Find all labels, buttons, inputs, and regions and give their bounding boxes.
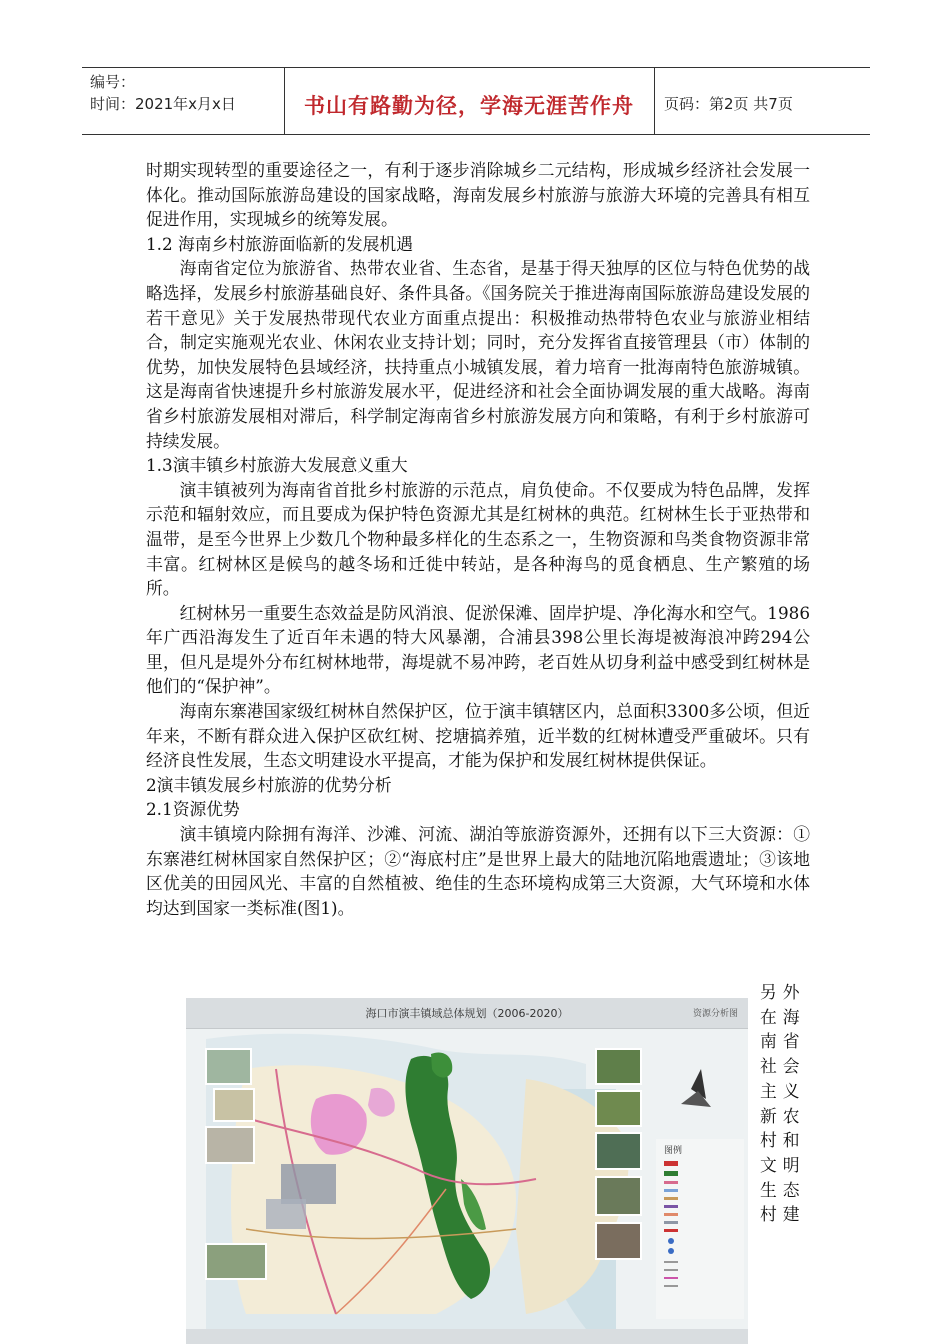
paragraph: 演丰镇被列为海南省首批乡村旅游的示范点，肩负使命。不仅要成为特色品牌，发挥示范和辐射效应，而且要成为保护特色资源尤其是红树林的典范。红树林生长于亚热带和温带，是至今世界上少数几个物种最多样化的生态系之一，生物资源和鸟类食物资源非常丰富。红树林区是候鸟的越冬场和迁徙中转站，是各种海鸟的觅食栖息、生产繁殖的场所。	[146, 479, 810, 599]
section-heading: 1.2 海南乡村旅游面临新的发展机遇	[146, 233, 413, 254]
page-number: 页码：第2页 共7页	[664, 95, 793, 113]
document-body	[146, 158, 810, 920]
section-heading: 2.1资源优势	[146, 799, 240, 820]
figure-subtitle: 资源分析图	[692, 1009, 738, 1019]
header-bottom-rule	[82, 134, 870, 135]
header-meta	[90, 71, 236, 115]
paragraph: 海南东寨港国家级红树林自然保护区，位于演丰镇辖区内，总面积3300多公顷，但近年来，不断有群众进入保护区砍红树、挖塘搞养殖，近半数的红树林遭受严重破坏。只有经济良性发展，生态文明建设水平提高，才能为保护和发展红树林提供保证。	[146, 701, 810, 771]
serial-label: 编号：	[90, 73, 136, 91]
figure-bottom-bar	[186, 1329, 748, 1344]
paragraph: 海南省定位为旅游省、热带农业省、生态省，是基于得天独厚的区位与特色优势的战略选择，发展乡村旅游基础良好、条件具备。《国务院关于推进海南国际旅游岛建设发展的若干意见》关于发展热带现代农业方面重点提出：积极推动热带特色农业与旅游业相结合，制定实施观光农业、休闲农业支持计划；同时，充分发挥省直接管理县（市）体制的优势，加快发展特色县域经济，扶持重点小城镇发展，着力培育一批海南特色旅游城镇。这是海南省快速提升乡村旅游发展水平，促进经济和社会全面协调发展的重大战略。海南省乡村旅游发展相对滞后，科学制定海南省乡村旅游发展方向和策略，有利于乡村旅游可持续发展。	[146, 258, 810, 451]
planning-map-figure	[186, 998, 748, 1344]
resource-map	[186, 1029, 748, 1329]
header-motto: 书山有路勤为径，学海无涯苦作舟	[304, 94, 634, 118]
header-divider	[654, 67, 655, 134]
section-heading: 2演丰镇发展乡村旅游的优势分析	[146, 774, 392, 795]
paragraph: 红树林另一重要生态效益是防风消浪、促淤保滩、固岸护堤、净化海水和空气。1986年广西沿海发生了近百年未遇的特大风暴潮，合浦县398公里长海堤被海浪冲跨294公里，但凡是堤外分布红树林地带，海堤就不易冲跨，老百姓从切身利益中感受到红树林是他们的“保护神”。	[146, 602, 810, 697]
section-heading: 1.3演丰镇乡村旅游大发展意义重大	[146, 455, 408, 476]
legend-title: 图例	[664, 1146, 683, 1156]
date-label: 时间：2021年x月x日	[90, 95, 236, 113]
header-top-rule	[82, 67, 870, 68]
paragraph: 时期实现转型的重要途径之一，有利于逐步消除城乡二元结构，形成城乡经济社会发展一体化。推动国际旅游岛建设的国家战略，海南发展乡村旅游与旅游大环境的完善具有相互促进作用，实现城乡的统筹发展。	[146, 160, 810, 230]
paragraph: 演丰镇境内除拥有海洋、沙滩、河流、湖泊等旅游资源外，还拥有以下三大资源：①东寨港红树林国家自然保护区；②“海底村庄”是世界上最大的陆地沉陷地震遗址；③该地区优美的田园风光、丰富的自然植被、绝佳的生态环境构成第三大资源，大气环境和水体均达到国家一类标准(图1)。	[146, 824, 810, 918]
figure-title-bar	[186, 998, 748, 1029]
side-wrap-text: 另外在海南省社会主义新农村和文明生态村建	[760, 982, 806, 1225]
figure-title: 海口市演丰镇域总体规划（2006-2020）	[365, 1007, 569, 1020]
